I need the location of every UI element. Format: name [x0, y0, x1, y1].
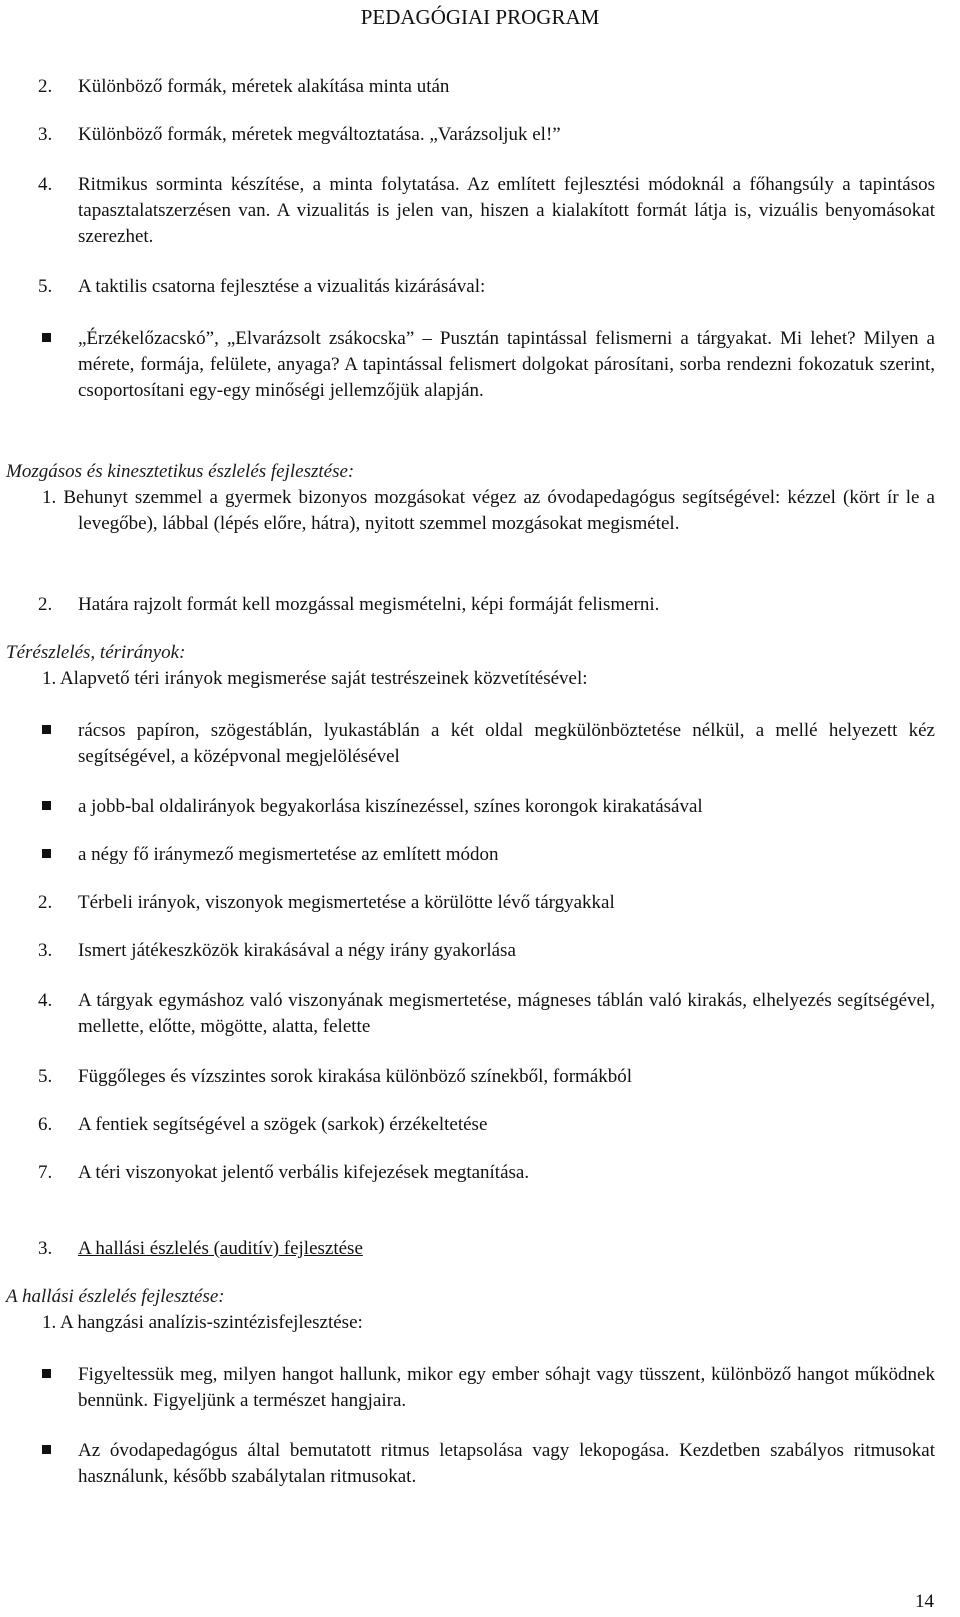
item-text: A hangzási analízis-szintézisfejlesztése: [59, 1312, 363, 1333]
list-item [10, 592, 935, 618]
item-text: A taktilis csatorna fejlesztése a vizualitás kizárásával: [78, 276, 486, 297]
square-bullet-icon [42, 849, 51, 858]
section-title: Térészlelés, térirányok: [6, 642, 186, 663]
item-text: A tárgyak egymáshoz való viszonyának megismertetése, mágneses táblán való kirakás, elhelyezés segítségével, mellette, előtte, mögötte, alatta, felette [78, 990, 935, 1037]
list-item [10, 1160, 935, 1186]
square-bullet-icon [42, 1445, 51, 1454]
item-number: 1. [42, 487, 57, 508]
item-number: 4. [38, 174, 53, 195]
list-item [10, 1064, 935, 1090]
item-number: 1. [42, 668, 57, 689]
bullet-item [10, 1438, 935, 1490]
square-bullet-icon [42, 801, 51, 810]
item-number: 5. [38, 1066, 53, 1087]
item-number: 5. [38, 276, 53, 297]
page-number: 14 [915, 1591, 934, 1612]
item-text: A téri viszonyokat jelentő verbális kifejezések megtanítása. [78, 1162, 530, 1183]
bullet-text: rácsos papíron, szögestáblán, lyukastáblán a két oldal megkülönböztetése nélkül, a mellé helyezett kéz segítségével, a középvonal megjelölésével [78, 720, 935, 767]
list-item [10, 1112, 935, 1138]
item-number: 3. [38, 940, 53, 961]
item-number: 1. [42, 1312, 57, 1333]
list-item [10, 890, 935, 916]
item-text: A fentiek segítségével a szögek (sarkok) érzékeltetése [78, 1114, 488, 1135]
bullet-item [10, 1362, 935, 1414]
item-text: Ismert játékeszközök kirakásával a négy irány gyakorlása [78, 940, 516, 961]
item-number: 3. [38, 124, 53, 145]
item-text: Különböző formák, méretek alakítása minta után [78, 76, 450, 97]
bullet-text: „Érzékelőzacskó”, „Elvarázsolt zsákocska” – Pusztán tapintással felismerni a tárgyakat. Mi lehet? Milyen a mérete, formája, felülete, anyaga? A tapintással felismert dolgokat párosítani, sorba rendezni fokozatuk szerint, csoportosítani egy-egy minőségi jellemzőjük alapján. [78, 328, 935, 401]
item-number: 2. [38, 76, 53, 97]
list-item [10, 172, 935, 250]
section-hearing [6, 1284, 935, 1336]
item-text: Függőleges és vízszintes sorok kirakása különböző színekből, formákból [78, 1066, 633, 1087]
square-bullet-icon [42, 1369, 51, 1378]
section-title: A hallási észlelés fejlesztése: [6, 1286, 225, 1307]
item-number: 3. [38, 1238, 53, 1259]
list-item [10, 74, 935, 100]
list-item [10, 988, 935, 1040]
item-text: Ritmikus sorminta készítése, a minta folytatása. Az említett fejlesztési módoknál a főhangsúly a tapintásos tapasztalatszerzésen van. A vizualitás is jelen van, hiszen a kialakított formát látja is, vizuális benyomásokat szerezhet. [78, 174, 935, 247]
item-number: 7. [38, 1162, 53, 1183]
bullet-item [10, 718, 935, 770]
item-text: Határa rajzolt formát kell mozgással megismételni, képi formáját felismerni. [78, 594, 660, 615]
square-bullet-icon [42, 725, 51, 734]
bullet-item [10, 842, 935, 868]
item-text: Alapvető téri irányok megismerése saját testrészeinek közvetítésével: [59, 668, 588, 689]
bullet-text: a jobb-bal oldalirányok begyakorlása kiszínezéssel, színes korongok kirakatásával [78, 796, 703, 817]
list-item [10, 938, 935, 964]
list-item [10, 274, 935, 300]
item-number: 4. [38, 990, 53, 1011]
section-title: Mozgásos és kinesztetikus észlelés fejlesztése: [6, 461, 355, 482]
item-text: Behunyt szemmel a gyermek bizonyos mozgásokat végez az óvodapedagógus segítségével: kézzel (kört ír le a levegőbe), lábbal (lépés előre, hátra), nyitott szemmel mozgásokat megismétel. [63, 487, 935, 534]
list-item [10, 122, 935, 148]
section-space [6, 640, 935, 692]
section-motion [6, 459, 935, 537]
square-bullet-icon [42, 333, 51, 342]
item-number: 6. [38, 1114, 53, 1135]
item-number: 2. [38, 594, 53, 615]
item-text: Térbeli irányok, viszonyok megismertetése a körülötte lévő tárgyakkal [78, 892, 615, 913]
item-number: 2. [38, 892, 53, 913]
item-text: Különböző formák, méretek megváltoztatása. „Varázsoljuk el!” [78, 124, 561, 145]
section-heading [10, 1236, 935, 1262]
page-header: PEDAGÓGIAI PROGRAM [360, 5, 600, 29]
bullet-item [10, 326, 935, 404]
bullet-text: Az óvodapedagógus által bemutatott ritmus letapsolása vagy lekopogása. Kezdetben szabályos ritmusokat használunk, később szabálytalan ritmusokat. [78, 1440, 935, 1487]
bullet-text: a négy fő iránymező megismertetése az említett módon [78, 844, 499, 865]
bullet-item [10, 794, 935, 820]
section-heading-text: A hallási észlelés (auditív) fejlesztése [78, 1238, 363, 1259]
bullet-text: Figyeltessük meg, milyen hangot hallunk, mikor egy ember sóhajt vagy tüsszent, különböző hangot működnek bennünk. Figyeljünk a természet hangjaira. [78, 1364, 935, 1411]
